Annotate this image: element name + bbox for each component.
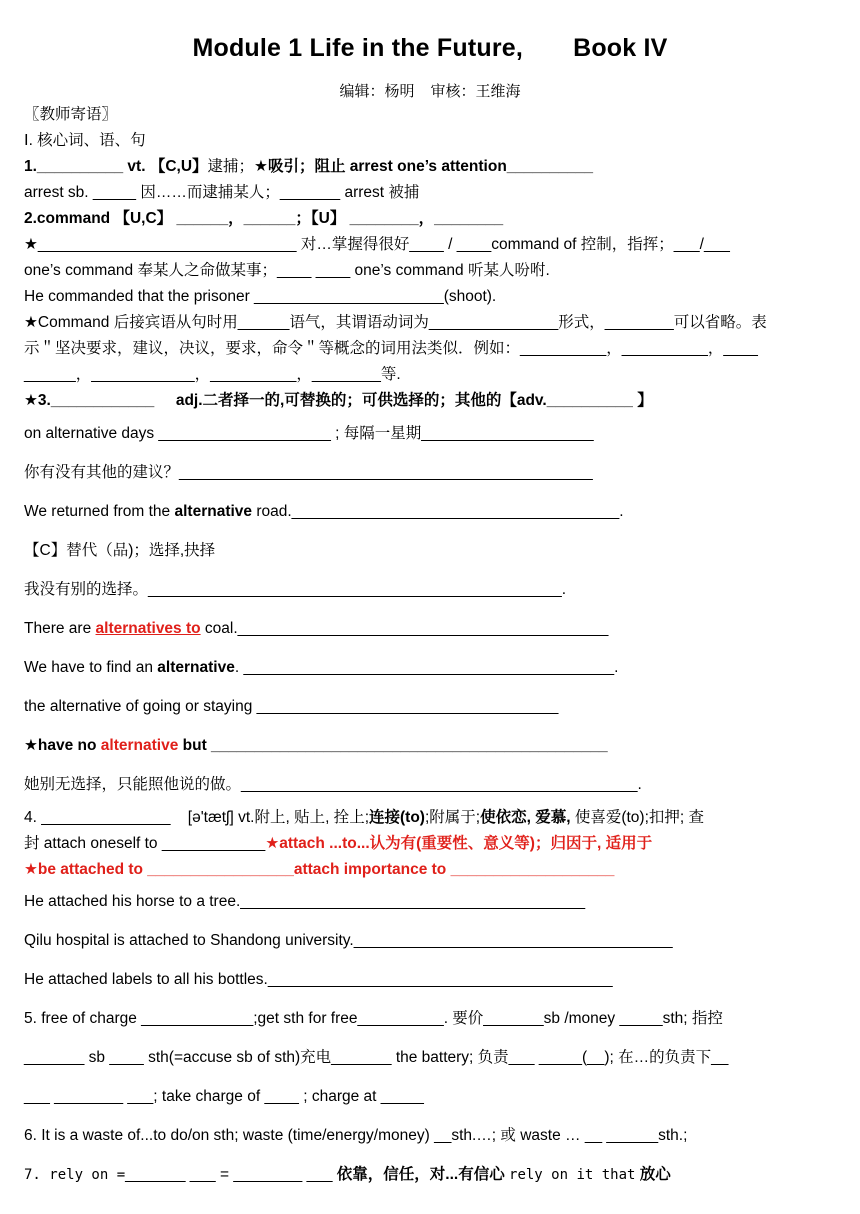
line-17: We have to find an alternative. ___________________________________________. bbox=[24, 659, 619, 676]
line-4: ★______________________________ 对…掌握得很好____ / ____command of 控制，指挥；___/___ bbox=[24, 236, 730, 253]
page-title: Module 1 Life in the Future, Book IV bbox=[192, 34, 668, 62]
line-9: ______，____________，__________，________等. bbox=[24, 366, 401, 383]
line-6: He commanded that the prisoner ______________________(shoot). bbox=[24, 288, 497, 305]
line-20: 她别无选择，只能照他说的做。______________________________________________. bbox=[24, 776, 642, 793]
line-7: ★Command 后接宾语从句时用______语气，其谓语动词为_______________形式，________可以省略。表 bbox=[24, 314, 767, 331]
line-22: 封 attach oneself to ____________★attach ...to...认为有(重要性、意义等)；归因于, 适用于 bbox=[24, 835, 653, 852]
line-28: _______ sb ____ sth(=accuse sb of sth)充电_______ the battery; 负责___ _____(__); 在…的负责下__ bbox=[24, 1049, 729, 1066]
line-21: 4. _______________ [ə'tætʃ] vt.附上, 贴上, 拴上;连接(to);附属于;使依恋, 爱慕, 使喜爱(to);扣押; 查 bbox=[24, 809, 704, 826]
section-heading: Ⅰ. 核心词、语、句 bbox=[24, 132, 146, 149]
line-24: He attached his horse to a tree.________________________________________ bbox=[24, 893, 586, 910]
editor-name: 编辑：杨明 bbox=[339, 83, 415, 100]
line-12: 你有没有其他的建议？________________________________________________ bbox=[24, 464, 593, 481]
line-8: 示＂坚决要求，建议，决议，要求，命令＂等概念的词用法类似．例如：__________，__________，____ bbox=[24, 340, 758, 357]
line-23: ★be attached to _________________attach importance to ___________________ bbox=[24, 861, 615, 878]
line-30: 6. It is a waste of...to do/on sth; waste (time/energy/money) __sth.…; 或 waste … __ ______sth.; bbox=[24, 1127, 688, 1144]
line-26: He attached labels to all his bottles.________________________________________ bbox=[24, 971, 613, 988]
line-18: the alternative of going or staying ___________________________________ bbox=[24, 698, 559, 715]
line-10: ★3.____________ adj.二者择一的,可替换的；可供选择的；其他的【adv.__________ 】 bbox=[24, 392, 653, 409]
line-13: We returned from the alternative road.______________________________________. bbox=[24, 503, 624, 520]
line-27: 5. free of charge _____________;get sth for free__________. 要价_______sb /money _____sth; 指控 bbox=[24, 1010, 723, 1027]
teacher-note-heading: 〖教师寄语〗 bbox=[24, 106, 118, 123]
line-25: Qilu hospital is attached to Shandong university._____________________________________ bbox=[24, 932, 673, 949]
line-29: ___ ________ ___; take charge of ____ ; charge at _____ bbox=[24, 1088, 424, 1105]
line-11: on alternative days ____________________ ; 每隔一星期____________________ bbox=[24, 425, 594, 442]
line-5: one’s command 奉某人之命做某事；____ ____ one’s command 听某人吩咐. bbox=[24, 262, 550, 279]
line-3: 2.command 【U,C】 ______，______；【U】 ________，________ bbox=[24, 210, 504, 227]
line-19: ★have no alternative but ______________________________________________ bbox=[24, 737, 608, 754]
line-1: 1.__________ vt. 【C,U】逮捕；★吸引；阻止 arrest one’s attention__________ bbox=[24, 158, 593, 175]
line-15: 我没有别的选择。________________________________________________. bbox=[24, 581, 567, 598]
line-31: 7. rely on =_______ ___ = ________ ___ 依靠，信任，对...有信心 rely on it that 放心 bbox=[24, 1166, 671, 1183]
line-16: There are alternatives to coal.___________________________________________ bbox=[24, 620, 609, 637]
line-2: arrest sb. _____ 因……而逮捕某人；_______ arrest 被捕 bbox=[24, 184, 420, 201]
line-14: 【C】替代（品)；选择,抉择 bbox=[24, 542, 216, 559]
editor-credits bbox=[0, 80, 860, 101]
reviewer-name: 审核：王维海 bbox=[430, 83, 521, 100]
